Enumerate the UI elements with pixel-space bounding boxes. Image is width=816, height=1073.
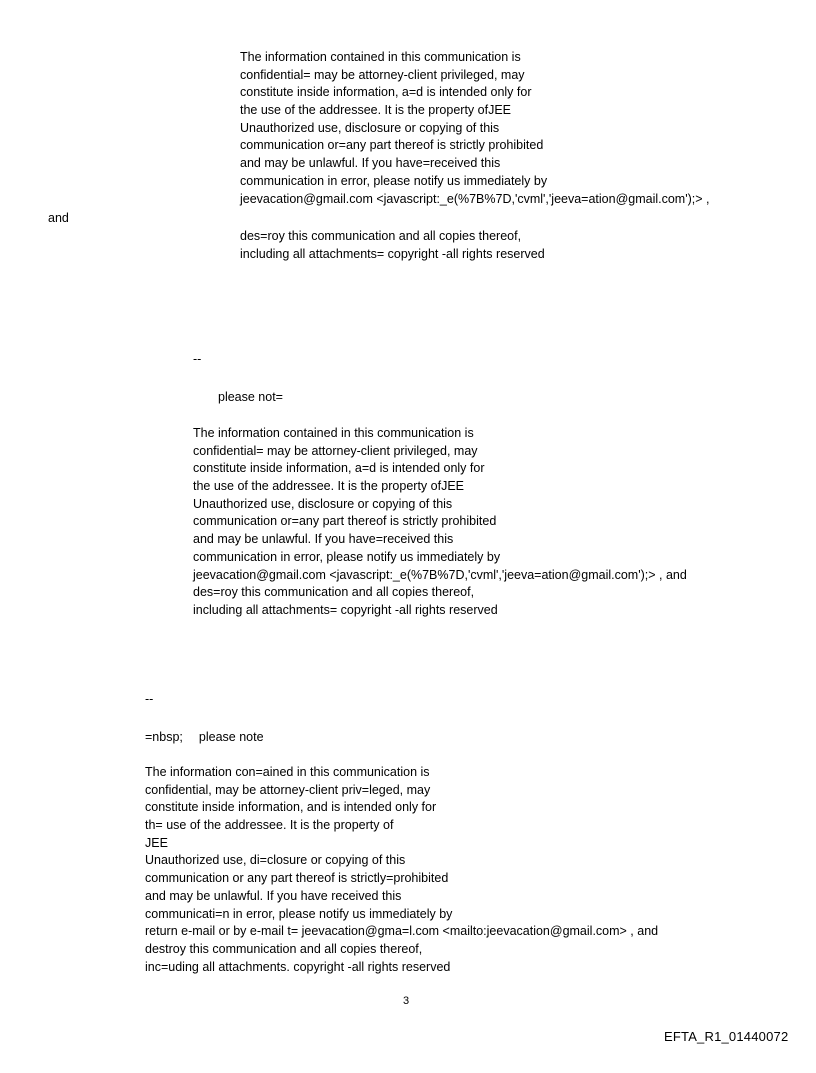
notice-line: constitute inside information, a=d is intended only for	[193, 461, 485, 476]
notice-line: and may be unlawful. If you have=received this	[193, 532, 454, 547]
notice-line: des=roy this communication and all copies thereof,	[193, 585, 475, 600]
notice-line: communication or any part thereof is strictly=prohibited	[145, 871, 449, 886]
notice-line: including all attachments= copyright -all rights reserved	[193, 602, 498, 617]
notice-line: communication or=any part thereof is strictly prohibited	[240, 138, 544, 153]
confidentiality-notice-1-top	[240, 49, 710, 208]
notice-line: communication in error, please notify us immediately by	[240, 173, 548, 188]
confidentiality-notice-3	[145, 764, 658, 976]
notice-line: The information con=ained in this communication is	[145, 765, 430, 779]
notice-line: th= use of the addressee. It is the property of	[145, 818, 394, 833]
confidentiality-notice-1-bottom	[240, 228, 545, 263]
notice-line: confidential= may be attorney-client privileged, may	[240, 67, 525, 82]
signature-separator: --	[193, 352, 202, 366]
notice-line: the use of the addressee. It is the property ofJEE	[193, 479, 464, 494]
notice-line: destroy this communication and all copies thereof,	[145, 941, 423, 956]
notice-line: The information contained in this communication is	[240, 50, 521, 64]
confidentiality-notice-2	[193, 425, 687, 620]
notice-line: Unauthorized use, disclosure or copying of this	[240, 120, 500, 135]
notice-line: return e-mail or by e-mail t= jeevacation@gma=l.com <mailto:jeevacation@gmail.com> , and	[145, 924, 659, 939]
notice-line: Unauthorized use, di=closure or copying of this	[145, 853, 406, 868]
signature-separator: --	[145, 692, 154, 706]
notice-3-heading-row	[145, 729, 264, 746]
notice-line: confidential, may be attorney-client priv=leged, may	[145, 782, 431, 797]
notice-line: JEE	[145, 835, 168, 850]
notice-3-heading: please note	[198, 730, 264, 744]
notice-line: communicati=n in error, please notify us immediately by	[145, 906, 453, 921]
notice-line: and may be unlawful. If you have=received this	[240, 156, 501, 171]
notice-line: communication or=any part thereof is strictly prohibited	[193, 514, 497, 529]
notice-line: constitute inside information, a=d is intended only for	[240, 85, 532, 100]
wrapped-word-and: and	[48, 211, 69, 225]
notice-line: jeevacation@gmail.com <javascript:_e(%7B%7D,'cvml','jeeva=ation@gmail.com');> ,	[240, 191, 710, 206]
notice-line: confidential= may be attorney-client privileged, may	[193, 443, 478, 458]
document-id: EFTA_R1_01440072	[664, 1029, 789, 1044]
notice-2-heading: please not=	[218, 390, 283, 404]
notice-line: des=roy this communication and all copies thereof,	[240, 229, 522, 243]
page-number: 3	[403, 995, 410, 1007]
notice-line: and may be unlawful. If you have received this	[145, 888, 402, 903]
nbsp-artifact: =nbsp;	[145, 730, 183, 744]
notice-line: including all attachments= copyright -all rights reserved	[240, 246, 545, 261]
notice-line: communication in error, please notify us immediately by	[193, 549, 501, 564]
notice-line: Unauthorized use, disclosure or copying of this	[193, 496, 453, 511]
notice-line: The information contained in this communication is	[193, 426, 474, 440]
notice-line: the use of the addressee. It is the property ofJEE	[240, 103, 511, 118]
notice-line: inc=uding all attachments. copyright -all rights reserved	[145, 959, 451, 974]
notice-line: jeevacation@gmail.com <javascript:_e(%7B%7D,'cvml','jeeva=ation@gmail.com');> , and	[193, 567, 687, 582]
notice-line: constitute inside information, and is intended only for	[145, 800, 437, 815]
